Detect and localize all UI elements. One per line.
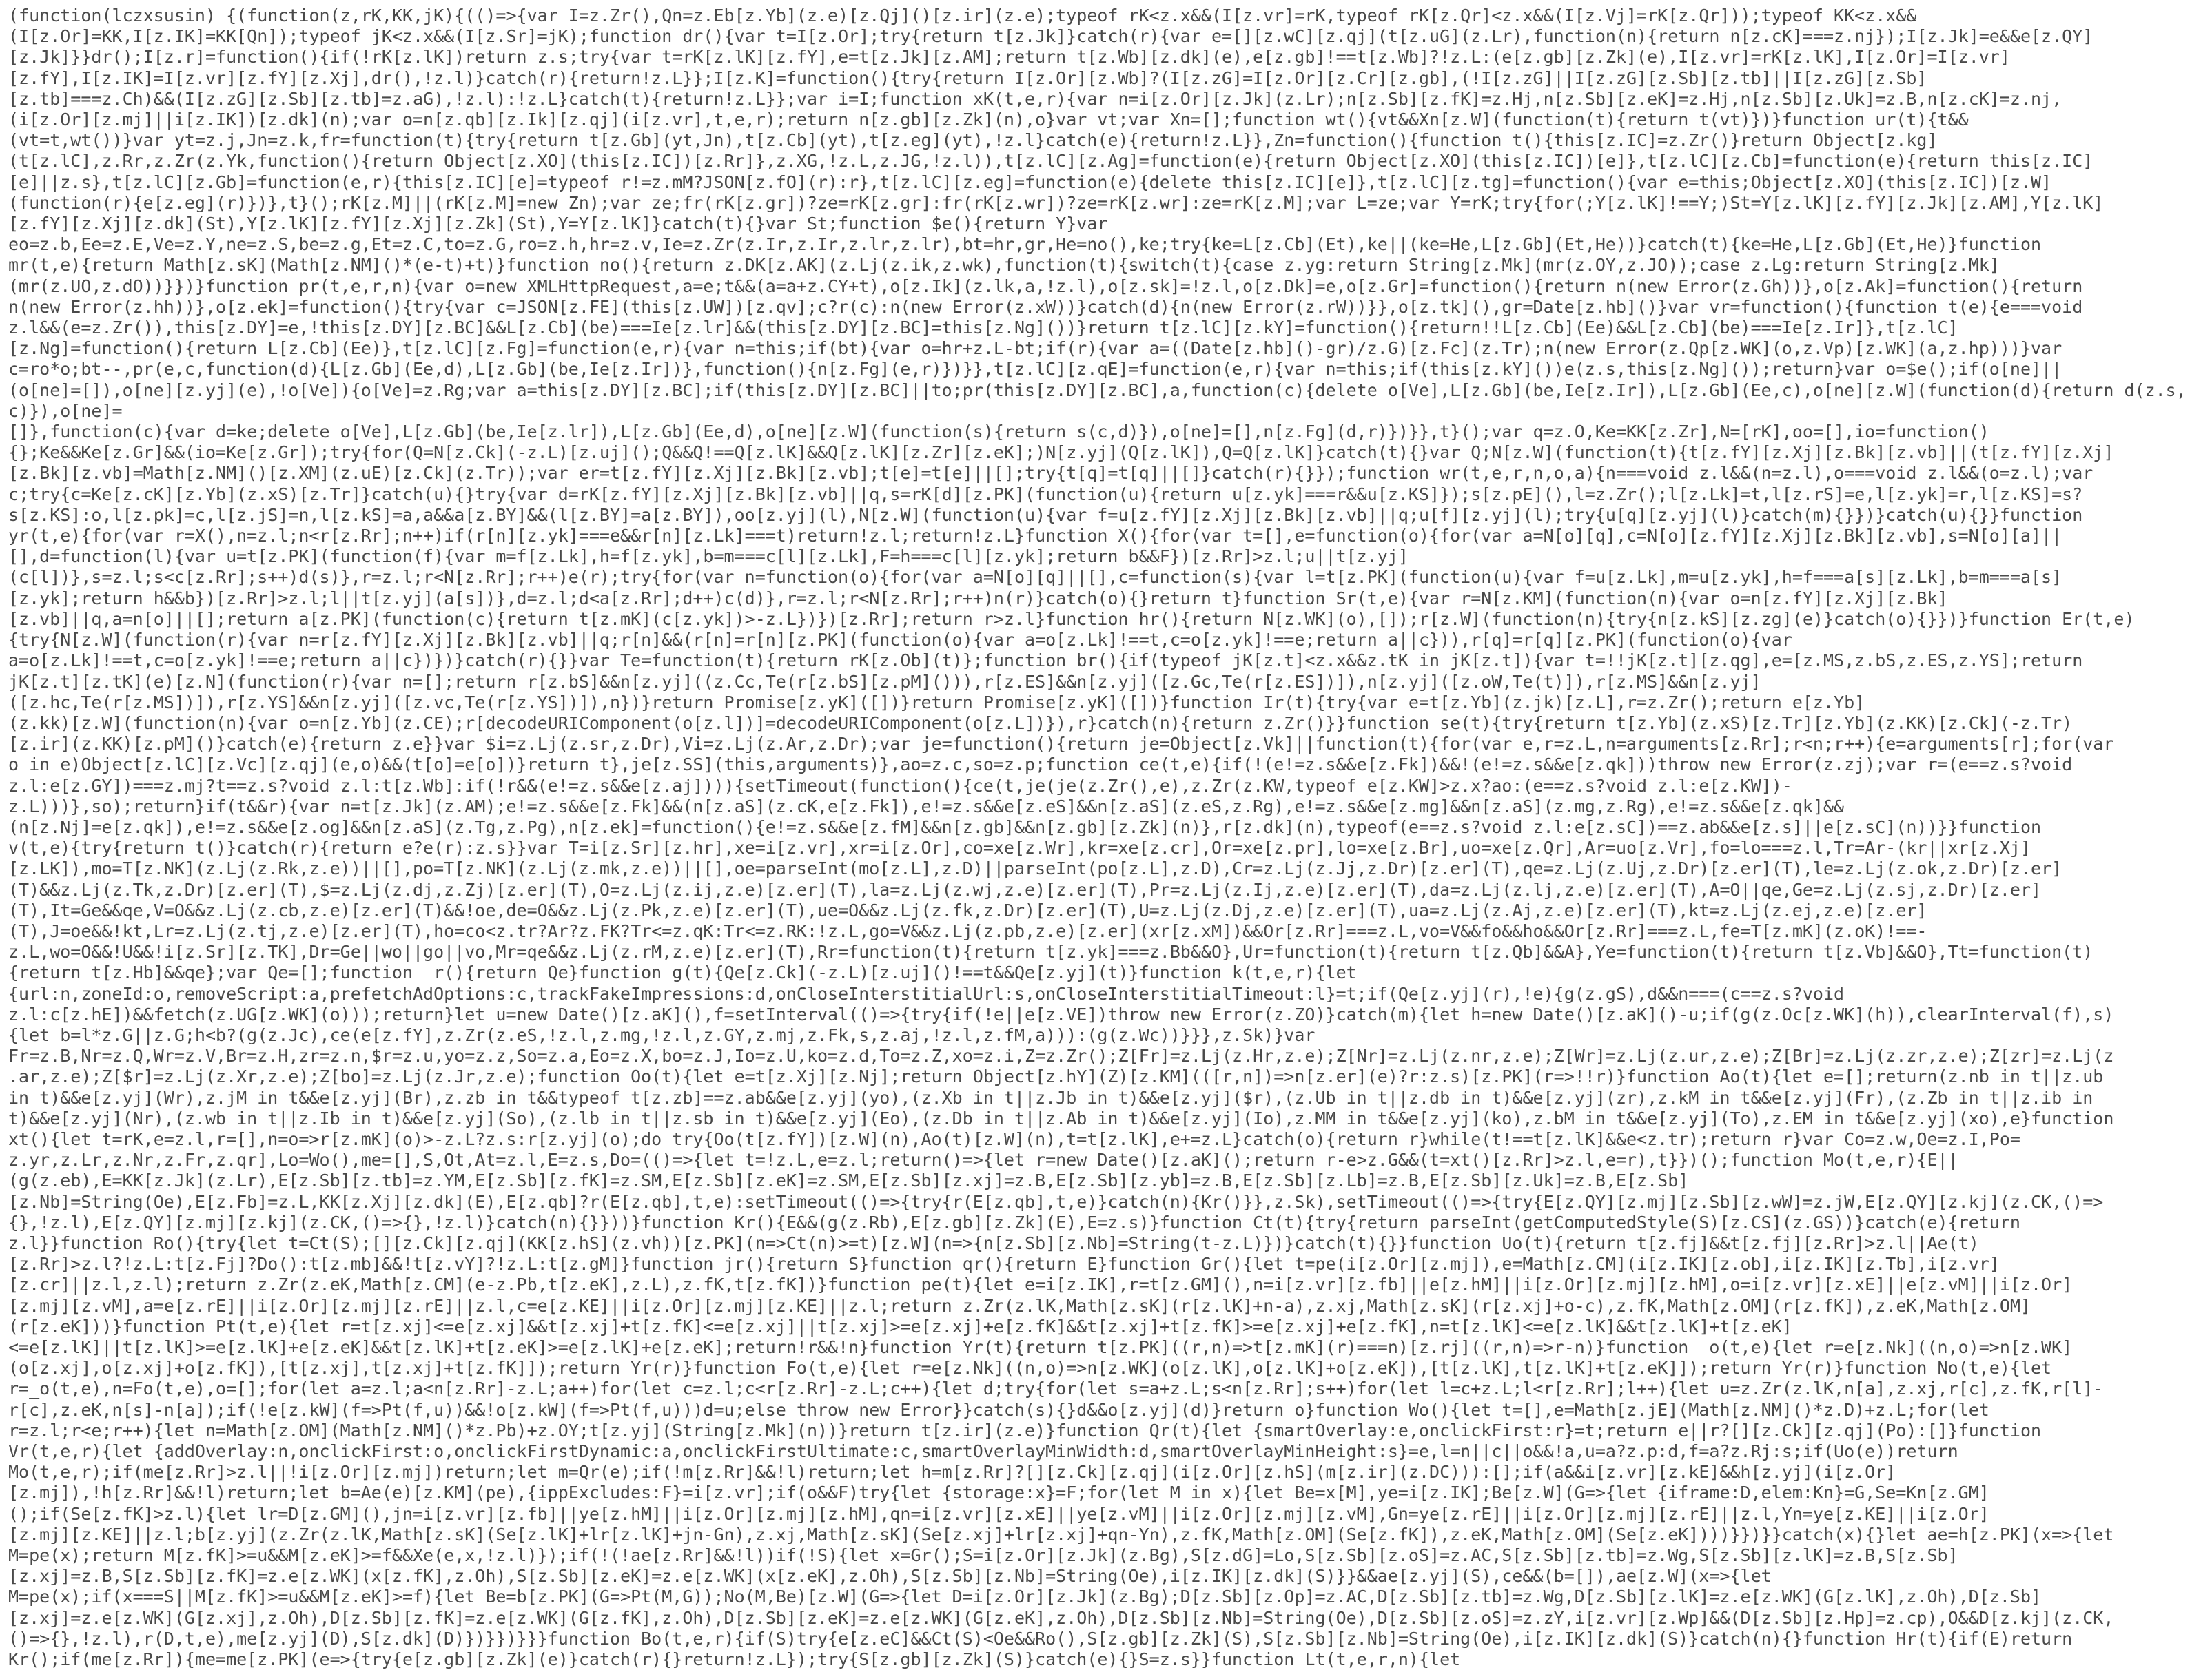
minified-source-text: (function(lczxsusin) {(function(z,rK,KK,jK){(()=>{var I=z.Zr(),Qn=z.Eb[z.Yb](z.e)[z.Qj]()[z.ir](z.e);typeof rK<z.x&&(I[z.vr]=rK,typeof rK[z.Qr]<z.x&&(I[z.Vj]=rK[z.Qr]));typeof KK<z.x&& (I[z.Or]=KK,I[z.IK]=KK[Qn]);typeof jK<z.x&&(I[z.Sr]=jK);function dr(){var t=I[z.Or];try{return t[z.Jk]}catch(r){var e=[][z.wC][z.qj](t[z.uG](z.Lr),function(n){return n[z.cK]===z.nj});I[z.Jk]=e&&e[z.QY] [z.Jk]}}dr();I[z.r]=function(){if(!rK[z.lK])return z.s;try{var t=rK[z.lK][z.fY],e=t[z.Jk][z.AM];return t[z.Wb][z.dk](e),e[z.gb]!==t[z.Wb]?!z.L:(e[z.gb][z.Zk](e),I[z.vr]=rK[z.lK],I[z.Or]=I[z.vr] [z.fY],I[z.IK]=I[z.vr][z.fY][z.Xj],dr(),!z.l)}catch(r){return!z.L}};I[z.K]=function(){try{return I[z.Or][z.Wb]?(I[z.zG]=I[z.Or][z.Cr][z.gb],(!I[z.zG]||I[z.zG][z.Sb][z.tb]||I[z.zG][z.Sb] [z.tb]===z.Ch)&&(I[z.zG][z.Sb][z.tb]=z.aG),!z.l):!z.L}catch(t){return!z.L}};var i=I;function xK(t,e,r){var n=i[z.Or][z.Jk](z.Lr);n[z.Sb][z.fK]=z.Hj,n[z.Sb][z.eK]=z.Hj,n[z.Sb][z.Uk]=z.B,n[z.cK]=z.nj, (i[z.Or][z.mj]||i[z.IK])[z.dk](n);var o=n[z.qb][z.Ik][z.qj](i[z.vr],t,e,r);return n[z.gb][z.Zk](n),o}var vt;var Xn=[];function wt(){vt&&Xn[z.W](function(t){return t(vt)})}function ur(t){t&& (vt=t,wt())}var yt=z.j,Jn=z.k,fr=function(t){try{return t[z.Gb](yt,Jn),t[z.Cb](yt),t[z.eg](yt),!z.l}catch(e){return!z.L}},Zn=function(){function t(){this[z.IC]=z.Zr()}return Object[z.kg] (t[z.lC],z.Rr,z.Zr(z.Yk,function(){return Object[z.XO](this[z.IC])[z.Rr]},z.XG,!z.L,z.JG,!z.l)),t[z.lC][z.Ag]=function(e){return Object[z.XO](this[z.IC])[e]},t[z.lC][z.Cb]=function(e){return this[z.IC] [e]||z.s},t[z.lC][z.Gb]=function(e,r){this[z.IC][e]=typeof r!=z.mM?JSON[z.fO](r):r},t[z.lC][z.eg]=function(e){delete this[z.IC][e]},t[z.lC][z.tg]=function(){var e=this;Object[z.XO](this[z.IC])[z.W] (function(r){e[z.eg](r)})},t}();rK[z.M]||(rK[z.M]=new Zn);var ze;fr(rK[z.gr])?ze=rK[z.gr]:fr(rK[z.wr])?ze=rK[z.wr]:ze=rK[z.M];var L=ze;var Y=rK;try{for(;Y[z.lK]!==Y;)St=Y[z.lK][z.fY][z.Jk][z.AM],Y[z.lK] [z.fY][z.Xj][z.dk](St),Y[z.lK][z.fY][z.Xj][z.Zk](St),Y=Y[z.lK]}catch(t){}var St;function $e(){return Y}var eo=z.b,Ee=z.E,Ve=z.Y,ne=z.S,be=z.g,Et=z.C,to=z.G,ro=z.h,hr=z.v,Ie=z.Zr(z.Ir,z.Ir,z.lr,z.lr),bt=hr,gr,He=no(),ke;try{ke=L[z.Cb](Et),ke||(ke=He,L[z.Gb](Et,He))}catch(t){ke=He,L[z.Gb](Et,He)}function mr(t,e){return Math[z.sK](Math[z.NM]()*(e-t)+t)}function no(){return z.DK[z.AK](z.Lj(z.ik,z.wk),function(t){switch(t){case z.yg:return String[z.Mk](mr(z.OY,z.JO));case z.Lg:return String[z.Mk] (mr(z.UO,z.dO))}})}function pr(t,e,r,n){var o=new XMLHttpRequest,a=e;t&&(a=a+z.CY+t),o[z.Ik](z.lk,a,!z.l),o[z.sk]=!z.l,o[z.Dk]=e,o[z.Gr]=function(){return n(new Error(z.Gh))},o[z.Ak]=function(){return n(new Error(z.hh))},o[z.ek]=function(){try{var c=JSON[z.FE](this[z.UW])[z.qv];c?r(c):n(new Error(z.xW))}catch(d){n(new Error(z.rW))}},o[z.tk](),gr=Date[z.hb]()}var vr=function(){function t(e){e===void z.l&&(e=z.Zr()),this[z.DY]=e,!this[z.DY][z.BC]&&L[z.Cb](be)===Ie[z.lr]&&(this[z.DY][z.BC]=this[z.Ng]())}return t[z.lC][z.kY]=function(){return!!L[z.Cb](Ee)&&L[z.Cb](be)===Ie[z.Ir]},t[z.lC] [z.Ng]=function(){return L[z.Cb](Ee)},t[z.lC][z.Fg]=function(e,r){var n=this;if(bt){var o=hr+z.L-bt;if(r){var a=((Date[z.hb]()-gr)/z.G)[z.Fc](z.Tr);n(new Error(z.Qp[z.WK](o,z.Vp)[z.WK](a,z.hp)))}var c=ro*o;bt--,pr(e,c,function(d){L[z.Gb](Ee,d),L[z.Gb](be,Ie[z.Ir])},function(){n[z.Fg](e,r)})}},t[z.lC][z.qE]=function(e,r){var n=this;if(this[z.kY]())e(z.s,this[z.Ng]());return}var o=$e();if(o[ne]|| (o[ne]=[]),o[ne][z.yj](e),!o[Ve]){o[Ve]=z.Rg;var a=this[z.DY][z.BC];if(this[z.DY][z.BC]||to;pr(this[z.DY][z.BC],a,function(c){delete o[Ve],L[z.Gb](be,Ie[z.Ir]),L[z.Gb](Ee,c),o[ne][z.W](function(d){return d(z.s,c)}),o[ne]= []},function(c){var d=ke;delete o[Ve],L[z.Gb](be,Ie[z.lr]),L[z.Gb](Ee,d),o[ne][z.W](function(s){return s(c,d)}),o[ne]=[],n[z.Fg](d,r)})}},t}();var q=z.O,Ke=KK[z.Zr],N=[rK],oo=[],io=function() {};Ke&&Ke[z.Gr]&&(io=Ke[z.Gr]);try{for(Q=N[z.Ck](-z.L)[z.uj]();Q&&Q!==Q[z.lK]&&Q[z.lK][z.Zr][z.eK];)N[z.yj](Q[z.lK]),Q=Q[z.lK]}catch(t){}var Q;N[z.W](function(t){t[z.fY][z.Xj][z.Bk][z.vb]||(t[z.fY][z.Xj] [z.Bk][z.vb]=Math[z.NM]()[z.XM](z.uE)[z.Ck](z.Tr));var er=t[z.fY][z.Xj][z.Bk][z.vb];t[e]=t[e]||[];try{t[q]=t[q]||[]}catch(r){}});function wr(t,e,r,n,o,a){n===void z.l&&(n=z.l),o===void z.l&&(o=z.l);var c;try{c=Ke[z.cK][z.Yb](z.xS)[z.Tr]}catch(u){}try{var d=rK[z.fY][z.Xj][z.Bk][z.vb]||q,s=rK[d][z.PK](function(u){return u[z.yk]===r&&u[z.KS]});s[z.pE](),l=z.Zr();l[z.Lk]=t,l[z.rS]=e,l[z.yk]=r,l[z.KS]=s? s[z.KS]:o,l[z.pk]=c,l[z.jS]=n,l[z.kS]=a,a&&a[z.BY]&&(l[z.BY]=a[z.BY]),oo[z.yj](l),N[z.W](function(u){var f=u[z.fY][z.Xj][z.Bk][z.vb]||q;u[f][z.yj](l);try{u[q][z.yj](l)}catch(m){}})}catch(u){}}function yr(t,e){for(var r=X(),n=z.l;n<r[z.Rr];n++)if(r[n][z.yk]===e&&r[n][z.Lk]===t)return!z.l;return!z.L}function X(){for(var t=[],e=function(o){for(var a=N[o][q],c=N[o][z.fY][z.Xj][z.Bk][z.vb],s=N[o][a]|| [],d=function(l){var u=t[z.PK](function(f){var m=f[z.Lk],h=f[z.yk],b=m===c[l][z.Lk],F=h===c[l][z.yk];return b&&F})[z.Rr]>z.l;u||t[z.yj] (c[l])},s=z.l;s<c[z.Rr];s++)d(s)},r=z.l;r<N[z.Rr];r++)e(r);try{for(var n=function(o){for(var a=N[o][q]||[],c=function(s){var l=t[z.PK](function(u){var f=u[z.Lk],m=u[z.yk],h=f===a[s][z.Lk],b=m===a[s] [z.yk];return h&&b})[z.Rr]>z.l;l||t[z.yj](a[s])},d=z.l;d<a[z.Rr];d++)c(d)},r=z.l;r<N[z.Rr];r++)n(r)}catch(o){}return t}function Sr(t,e){var r=N[z.KM](function(n){var o=n[z.fY][z.Xj][z.Bk] [z.vb]||q,a=n[o]||[];return a[z.PK](function(c){return t[z.mK](c[z.yk])>-z.L})})[z.Rr];return r>z.l}function hr(){return N[z.WK](o),[]);r[z.W](function(n){try{n[z.kS][z.zg](e)}catch(o){}})}function Er(t,e) {try{N[z.W](function(r){var n=r[z.fY][z.Xj][z.Bk][z.vb]||q;r[n]&&(r[n]=r[n][z.PK](function(o){var a=o[z.Lk]!==t,c=o[z.yk]!==e;return a||c})),r[q]=r[q][z.PK](function(o){var a=o[z.Lk]!==t,c=o[z.yk]!==e;return a||c})})}catch(r){}}var Te=function(t){return rK[z.Ob](t)};function br(){if(typeof jK[z.t]<z.x&&z.tK in jK[z.t]){var t=!!jK[z.t][z.qg],e=[z.MS,z.bS,z.ES,z.YS];return jK[z.t][z.tK](e)[z.N](function(r){var n=[];return r[z.bS]&&n[z.yj]((z.Cc,Te(r[z.bS][z.pM]())),r[z.ES]&&n[z.yj]([z.Gc,Te(r[z.ES])]),n[z.yj]([z.oW,Te(t)]),r[z.MS]&&n[z.yj] ([z.hc,Te(r[z.MS])]),r[z.YS]&&n[z.yj]([z.vc,Te(r[z.YS])]),n})}return Promise[z.yK]([])}return Promise[z.yK]([])}function Ir(t){try{var e=t[z.Yb](z.jk)[z.L],r=z.Zr();return e[z.Yb] (z.kk)[z.W](function(n){var o=n[z.Yb](z.CE);r[decodeURIComponent(o[z.l])]=decodeURIComponent(o[z.L])}),r}catch(n){return z.Zr()}}function se(t){try{return t[z.Yb](z.xS)[z.Tr][z.Yb](z.KK)[z.Ck](-z.Tr) [z.ir](z.KK)[z.pM]()}catch(e){return z.e}}var $i=z.Lj(z.sr,z.Dr),Vi=z.Lj(z.Ar,z.Dr);var je=function(){return je=Object[z.Vk]||function(t){for(var e,r=z.L,n=arguments[z.Rr];r<n;r++){e=arguments[r];for(var o in e)Object[z.lC][z.Vc][z.qj](e,o)&&(t[o]=e[o])}return t},je[z.SS](this,arguments)},ao=z.c,so=z.p;function ce(t,e){if(!(e!=z.s&&e[z.Fk])&&!(e!=z.s&&e[z.qk]))throw new Error(z.zj);var r=(e==z.s?void z.l:e[z.GY])===z.mj?t==z.s?void z.l:t[z.Wb]:if(!r&&(e!=z.s&&e[z.aj]))){setTimeout(function(){ce(t,je(je(z.Zr(),e),z.Zr(z.KW,typeof e[z.KW]>z.x?ao:(e==z.s?void z.l:e[z.KW])- z.L)))},so);return}if(t&&r){var n=t[z.Jk](z.AM);e!=z.s&&e[z.Fk]&&(n[z.aS](z.cK,e[z.Fk]),e!=z.s&&e[z.eS]&&n[z.aS](z.eS,z.Rg),e!=z.s&&e[z.mg]&&n[z.aS](z.mg,z.Rg),e!=z.s&&e[z.qk]&& (n[z.Nj]=e[z.qk]),e!=z.s&&e[z.og]&&n[z.aS](z.Tg,z.Pg),n[z.ek]=function(){e!=z.s&&e[z.fM]&&n[z.gb]&&n[z.gb][z.Zk](n)},r[z.dk](n),typeof(e==z.s?void z.l:e[z.sC])==z.ab&&e[z.s]||e[z.sC](n))}}function v(t,e){try{return t()}catch(r){return e?e(r):z.s}}var T=i[z.Sr][z.hr],xe=i[z.vr],xr=i[z.Or],co=xe[z.Wr],kr=xe[z.cr],Or=xe[z.pr],lo=xe[z.Br],uo=xe[z.Qr],Ar=uo[z.Vr],fo=lo===z.l,Tr=Ar-(kr||xr[z.Xj] [z.LK]),mo=T[z.NK](z.Lj(z.Rk,z.e))||[],po=T[z.NK](z.Lj(z.mk,z.e))||[],oe=parseInt(mo[z.L],z.D)||parseInt(po[z.L],z.D),Cr=z.Lj(z.Jj,z.Dr)[z.er](T),qe=z.Lj(z.Uj,z.Dr)[z.er](T),le=z.Lj(z.ok,z.Dr)[z.er] (T)&&z.Lj(z.Tk,z.Dr)[z.er](T),$=z.Lj(z.dj,z.Zj)[z.er](T),O=z.Lj(z.ij,z.e)[z.er](T),la=z.Lj(z.wj,z.e)[z.er](T),Pr=z.Lj(z.Ij,z.e)[z.er](T),da=z.Lj(z.lj,z.e)[z.er](T),A=O||qe,Ge=z.Lj(z.sj,z.Dr)[z.er] (T),It=Ge&&qe,V=O&&z.Lj(z.cb,z.e)[z.er](T)&&!oe,de=O&&z.Lj(z.Pk,z.e)[z.er](T),ue=O&&z.Lj(z.fk,z.Dr)[z.er](T),U=z.Lj(z.Dj,z.e)[z.er](T),ua=z.Lj(z.Aj,z.e)[z.er](T),kt=z.Lj(z.ej,z.e)[z.er] (T),J=oe&&!kt,Lr=z.Lj(z.tj,z.e)[z.er](T),ho=co<z.tr?Ar?z.FK?Tr<=z.qK:Tr<=z.RK:!z.L,go=V&&z.Lj(z.pb,z.e)[z.er](xr[z.xM])&&Or[z.Rr]===z.L,vo=V&&fo&&ho&&Or[z.Rr]===z.L,fe=T[z.mK](z.oK)!==- z.L,wo=O&&!U&&!i[z.Sr][z.TK],Dr=Ge||wo||go||vo,Mr=qe&&z.Lj(z.rM,z.e)[z.er](T),Rr=function(t){return t[z.yk]===z.Bb&&O},Ur=function(t){return t[z.Qb]&&A},Ye=function(t){return t[z.Vb]&&O},Tt=function(t) {return t[z.Hb]&&qe};var Qe=[];function _r(){return Qe}function g(t){Qe[z.Ck](-z.L)[z.uj]()!==t&&Qe[z.yj](t)}function k(t,e,r){let {url:n,zoneId:o,removeScript:a,prefetchAdOptions:c,trackFakeImpressions:d,onCloseInterstitialUrl:s,onCloseInterstitialTimeout:l}=t;if(Qe[z.yj](r),!e){g(z.gS),d&&n===(c==z.s?void z.l:c[z.hE])&&fetch(z.UG[z.WK](o)));return}let u=new Date()[z.aK](),f=setInterval(()=>{try{if(!e||e[z.VE])throw new Error(z.ZO)}catch(m){let h=new Date()[z.aK]()-u;if(g(z.Oc[z.WK](h)),clearInterval(f),s) {let b=l*z.G||z.G;h<b?(g(z.Jc),ce(e[z.fY],z.Zr(z.eS,!z.l,z.mg,!z.l,z.GY,z.mj,z.Fk,s,z.aj,!z.l,z.fM,a))):(g(z.Wc))}}},z.Sk)}var Fr=z.B,Nr=z.Q,Wr=z.V,Br=z.H,zr=z.n,$r=z.u,yo=z.z,So=z.a,Eo=z.X,bo=z.J,Io=z.U,ko=z.d,To=z.Z,xo=z.i,Z=z.Zr();Z[Fr]=z.Lj(z.Hr,z.e);Z[Nr]=z.Lj(z.nr,z.e);Z[Wr]=z.Lj(z.ur,z.e);Z[Br]=z.Lj(z.zr,z.e);Z[zr]=z.Lj(z .ar,z.e);Z[$r]=z.Lj(z.Xr,z.e);Z[bo]=z.Lj(z.Jr,z.e);function Oo(t){let e=t[z.Xj][z.Nj];return Object[z.hY](Z)[z.KM](([r,n])=>n[z.er](e)?r:z.s)[z.PK](r=>!!r)}function Ao(t){let e=[];return(z.nb in t||z.ub in t)&&e[z.yj](Wr),z.jM in t&&e[z.yj](Br),z.zb in t&&typeof t[z.zb]==z.ab&&e[z.yj](yo),(z.Xb in t||z.Jb in t)&&e[z.yj]($r),(z.Ub in t||z.db in t)&&e[z.yj](zr),z.kM in t&&e[z.yj](Fr),(z.Zb in t||z.ib in t)&&e[z.yj](Nr),(z.wb in t||z.Ib in t)&&e[z.yj](So),(z.lb in t||z.sb in t)&&e[z.yj](Eo),(z.Db in t||z.Ab in t)&&e[z.yj](Io),z.MM in t&&e[z.yj](ko),z.bM in t&&e[z.yj](To),z.EM in t&&e[z.yj](xo),e}function xt(){let t=rK,e=z.l,r=[],n=o=>r[z.mK](o)>-z.L?z.s:r[z.yj](o);do try{Oo(t[z.fY])[z.W](n),Ao(t)[z.W](n),t=t[z.lK],e+=z.L}catch(o){return r}while(t!==t[z.lK]&&e<z.tr);return r}var Co=z.w,Oe=z.I,Po= z.yr,z.Lr,z.Nr,z.Fr,z.qr],Lo=Wo(),me=[],S,Ot,At=z.l,E=z.s,Do=(()=>{let t=!z.L,e=z.l;return()=>{let r=new Date()[z.aK]();return r-e>z.G&&(t=xt()[z.Rr]>z.l,e=r),t}})();function Mo(t,e,r){E|| (g(z.eb),E=KK[z.Jk](z.Lr),E[z.Sb][z.tb]=z.YM,E[z.Sb][z.fK]=z.SM,E[z.Sb][z.eK]=z.SM,E[z.Sb][z.xj]=z.B,E[z.Sb][z.yb]=z.B,E[z.Sb][z.Lb]=z.B,E[z.Sb][z.Uk]=z.B,E[z.Sb] [z.Nb]=String(Oe),E[z.Fb]=z.L,KK[z.Xj][z.dk](E),E[z.qb]?r(E[z.qb],t,e):setTimeout(()=>{try{r(E[z.qb],t,e)}catch(n){Kr()}},z.Sk),setTimeout(()=>{try{E[z.QY][z.mj][z.Sb][z.wW]=z.jW,E[z.QY][z.kj](z.CK,()=> {},!z.l),E[z.QY][z.mj][z.kj](z.CK,()=>{},!z.l)}catch(n){}}))}function Kr(){E&&(g(z.Rb),E[z.gb][z.Zk](E),E=z.s)}function Ct(t){try{return parseInt(getComputedStyle(S)[z.CS](z.GS))}catch(e){return z.l}}function Ro(){try{let t=Ct(S);[][z.Ck][z.qj](KK[z.hS](z.vh))[z.PK](n=>Ct(n)>=t)[z.W](n=>{n[z.Sb][z.Nb]=String(t-z.L)})}catch(t){}}function Uo(t){return t[z.fj]&&t[z.fj][z.Rr]>z.l||Ae(t) [z.Rr]>z.l?!z.L:t[z.Fj]?Do():t[z.mb]&&!t[z.vY]?!z.L:t[z.gM]}function jr(){return S}function qr(){return E}function Gr(){let t=pe(i[z.Or][z.mj]),e=Math[z.CM](i[z.IK][z.ob],i[z.IK][z.Tb],i[z.vr] [z.cr]||z.l,z.l);return z.Zr(z.eK,Math[z.CM](e-z.Pb,t[z.eK],z.L),z.fK,t[z.fK])}function pe(t){let e=i[z.IK],r=t[z.GM](),n=i[z.vr][z.fb]||e[z.hM]||i[z.Or][z.mj][z.hM],o=i[z.vr][z.xE]||e[z.vM]||i[z.Or] [z.mj][z.vM],a=e[z.rE]||i[z.Or][z.mj][z.rE]||z.l,c=e[z.KE]||i[z.Or][z.mj][z.KE]||z.l;return z.Zr(z.lK,Math[z.sK](r[z.lK]+n-a),z.xj,Math[z.sK](r[z.xj]+o-c),z.fK,Math[z.OM](r[z.fK]),z.eK,Math[z.OM] (r[z.eK]))}function Pt(t,e){let r=t[z.xj]<=e[z.xj]&&t[z.xj]+t[z.fK]<=e[z.xj]||t[z.xj]>=e[z.xj]+e[z.fK]&&t[z.xj]+t[z.fK]>=e[z.xj]+e[z.fK],n=t[z.lK]<=e[z.lK]&&t[z.lK]+t[z.eK] <=e[z.lK]||t[z.lK]>=e[z.lK]+e[z.eK]&&t[z.lK]+t[z.eK]>=e[z.lK]+e[z.eK];return!r&&!n}function Yr(t){return t[z.PK]((r,n)=>t[z.mK](r)===n)[z.rj]((r,n)=>r-n)}function _o(t,e){let r=e[z.Nk]((n,o)=>n[z.WK] (o[z.xj],o[z.xj]+o[z.fK]),[t[z.xj],t[z.xj]+t[z.fK]]);return Yr(r)}function Fo(t,e){let r=e[z.Nk]((n,o)=>n[z.WK](o[z.lK],o[z.lK]+o[z.eK]),[t[z.lK],t[z.lK]+t[z.eK]]);return Yr(r)}function No(t,e){let r=_o(t,e),n=Fo(t,e),o=[];for(let a=z.l;a<n[z.Rr]-z.L;a++)for(let c=z.l;c<r[z.Rr]-z.L;c++){let d;try{for(let s=a+z.L;s<n[z.Rr];s++)for(let l=c+z.L;l<r[z.Rr];l++){let u=z.Zr(z.lK,n[a],z.xj,r[c],z.fK,r[l]- r[c],z.eK,n[s]-n[a]);if(!e[z.kW](f=>Pt(f,u))&&!o[z.kW](f=>Pt(f,u)))d=u;else throw new Error}}catch(s){}d&&o[z.yj](d)}return o}function Wo(){let t=[],e=Math[z.jE](Math[z.NM]()*z.D)+z.L;for(let r=z.l;r<e;r++){let n=Math[z.OM](Math[z.NM]()*z.Pb)+z.OY;t[z.yj](String[z.Mk](n))}return t[z.ir](z.e)}function Qr(t){let {smartOverlay:e,onclickFirst:r}=t;return e||r?[][z.Ck][z.qj](Po):[]}function Vr(t,e,r){let {addOverlay:n,onclickFirst:o,onclickFirstDynamic:a,onclickFirstUltimate:c,smartOverlayMinWidth:d,smartOverlayMinHeight:s}=e,l=n||c||o&&!a,u=a?z.p:d,f=a?z.Rj:s;if(Uo(e))return Mo(t,e,r);if(me[z.Rr]>z.l||!i[z.Or][z.mj])return;let m=Qr(e);if(!m[z.Rr]&&!l)return;let h=m[z.Rr]?[][z.Ck][z.qj](i[z.Or][z.hS](m[z.ir](z.DC))):[];if(a&&i[z.vr][z.kE]&&h[z.yj](i[z.Or] [z.mj]),!h[z.Rr]&&!l)return;let b=Ae(e)[z.KM](pe),{ippExcludes:F}=i[z.vr];if(o&&F)try{let {storage:x}=F;for(let M in x){let Be=x[M],ye=i[z.IK];Be[z.W](G=>{let {iframe:D,elem:Kn}=G,Se=Kn[z.GM] ();if(Se[z.fK]>z.l){let lr=D[z.GM](),jn=i[z.vr][z.fb]||ye[z.hM]||i[z.Or][z.mj][z.hM],qn=i[z.vr][z.xE]||ye[z.vM]||i[z.Or][z.mj][z.vM],Gn=ye[z.rE]||i[z.Or][z.mj][z.rE]||z.l,Yn=ye[z.KE]||i[z.Or] [z.mj][z.KE]||z.l;b[z.yj](z.Zr(z.lK,Math[z.sK](Se[z.lK]+lr[z.lK]+jn-Gn),z.xj,Math[z.sK](Se[z.xj]+lr[z.xj]+qn-Yn),z.fK,Math[z.OM](Se[z.fK]),z.eK,Math[z.OM](Se[z.eK])))}})}}catch(x){}let ae=h[z.PK](x=>{let M=pe(x);return M[z.fK]>=u&&M[z.eK]>=f&&Xe(e,x,!z.l)});if(!(!ae[z.Rr]&&!l))if(!S){let x=Gr();S=i[z.Or][z.Jk](z.Bg),S[z.dG]=Lo,S[z.Sb][z.oS]=z.AC,S[z.Sb][z.tb]=z.Wg,S[z.Sb][z.lK]=z.B,S[z.Sb] [z.xj]=z.B,S[z.Sb][z.fK]=z.e[z.WK](x[z.fK],z.Oh),S[z.Sb][z.eK]=z.e[z.WK](x[z.eK],z.Oh),S[z.Sb][z.Nb]=String(Oe),i[z.IK][z.dk](S)}}&&ae[z.yj](S),ce&&(b=[]),ae[z.W](x=>{let M=pe(x);if(x===S||M[z.fK]>=u&&M[z.eK]>=f){let Be=b[z.PK](G=>Pt(M,G));No(M,Be)[z.W](G=>{let D=i[z.Or][z.Jk](z.Bg);D[z.Sb][z.Op]=z.AC,D[z.Sb][z.tb]=z.Wg,D[z.Sb][z.lK]=z.e[z.WK](G[z.lK],z.Oh),D[z.Sb] [z.xj]=z.e[z.WK](G[z.xj],z.Oh),D[z.Sb][z.fK]=z.e[z.WK](G[z.fK],z.Oh),D[z.Sb][z.eK]=z.e[z.WK](G[z.eK],z.Oh),D[z.Sb][z.Nb]=String(Oe),D[z.Sb][z.oS]=z.zY,i[z.vr][z.Wp]&&(D[z.Sb][z.Hp]=z.cp),O&&D[z.kj](z.CK, ()=>{},!z.l),r(D,t,e),me[z.yj](D),S[z.dk](D)})}})}}}function Bo(t,e,r){if(S)try{e[z.eC]&&Ct(S)<Oe&&Ro(),S[z.gb][z.Zk](S),S[z.Sb][z.Nb]=String(Oe),i[z.IK][z.dk](S)}catch(n){}function Hr(t){if(E)return Kr();if(me[z.Rr]){me=me[z.PK](e=>{try{e[z.gb][z.Zk](e)}catch(r){}return!z.L});try{S[z.gb][z.Zk](S)}catch(e){}S=z.s}}function Lt(t,e,r,n){let (8, 6, 2187, 1670)
